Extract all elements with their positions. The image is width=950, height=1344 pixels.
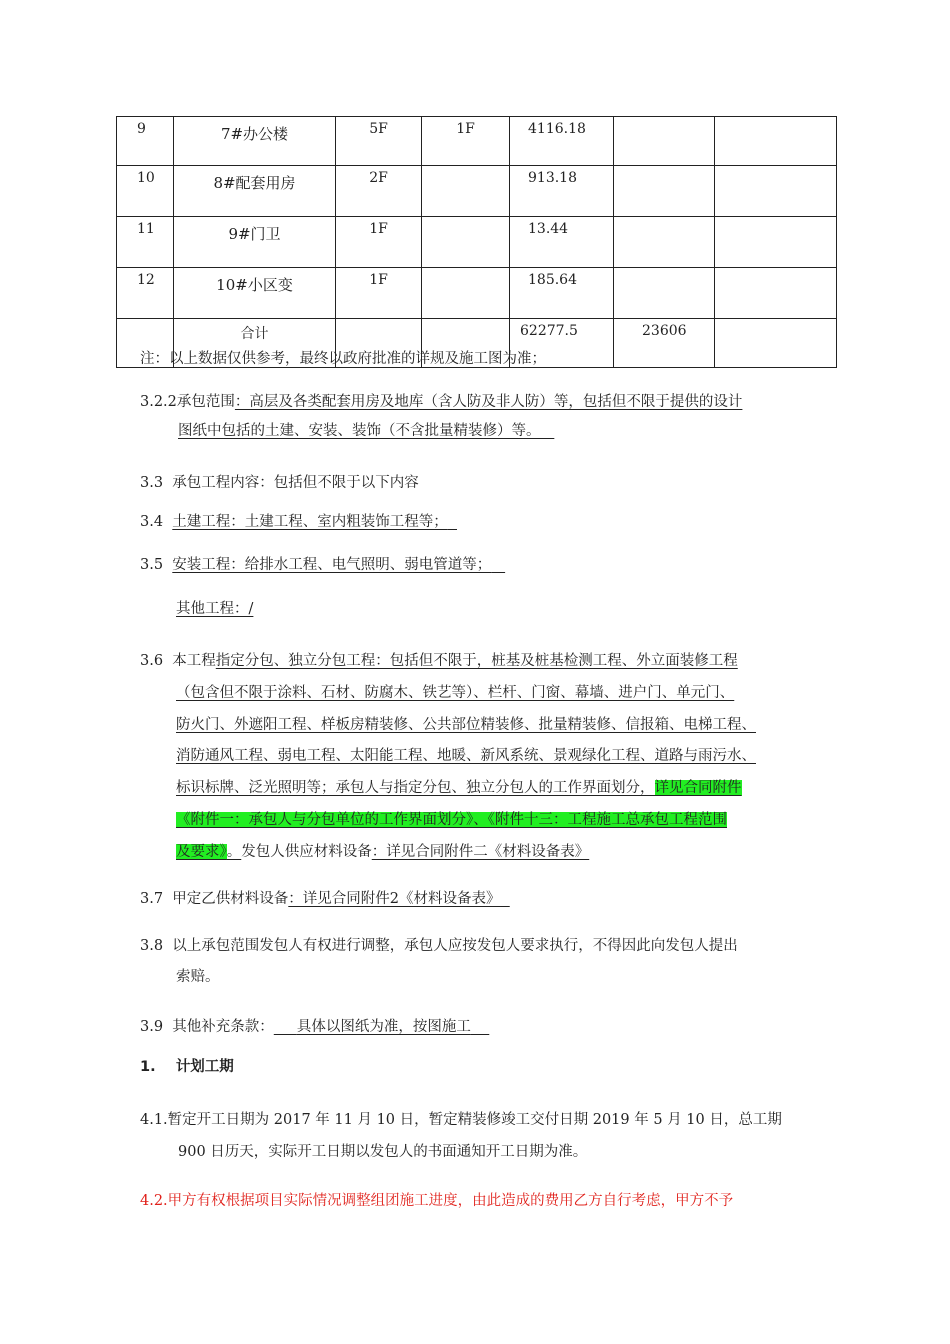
floors-below: 1F [422,117,510,166]
table-cell [715,268,837,319]
clause-text: 消防通风工程、弱电工程、太阳能工程、地暖、新风系统、景观绿化工程、道路与雨污水、 [176,748,756,764]
clause-text: 安装工程：给排水工程、电气照明、弱电管道等； [172,557,492,573]
clause-number: 3.6 [140,653,164,669]
clause-3-6-line4 [176,745,756,767]
floors-below [422,166,510,217]
floors-below [422,217,510,268]
highlighted-text: 《附件一：承包人与分包单位的工作界面划分》、《附件十三：工程施工总承包工程范围 [176,812,727,828]
clause-text: 其他工程：/ [176,601,254,617]
floors-above: 1F [336,217,422,268]
section-heading [140,1056,234,1078]
row-number: 10 [117,166,174,217]
clause-3-6-line1 [140,650,738,672]
clause-3-6-line6 [176,809,727,831]
table-cell [715,319,837,368]
clause-4-1-line2 [178,1141,587,1163]
building-area: 13.44 [510,217,614,268]
other-works [176,598,253,620]
building-name: 8#配套用房 [174,166,336,217]
clause-number: 3.9 [140,1019,164,1035]
building-name: 10#小区变 [174,268,336,319]
clause-text: 防火门、外遮阳工程、样板房精装修、公共部位精装修、批量精装修、信报箱、电梯工程、 [176,717,756,733]
clause-text: 土建工程：土建工程、室内粗装饰工程等； [172,514,448,530]
clause-3-4 [140,511,457,533]
table-cell [614,217,715,268]
total-value: 23606 [614,319,715,368]
table-row [117,166,837,217]
building-area: 4116.18 [510,117,614,166]
table-row [117,268,837,319]
clause-3-8-line2 [176,966,220,988]
clause-3-9 [140,1016,489,1038]
table-cell [614,117,715,166]
clause-text: ：高层及各类配套用房及地库（含人防及非人防）等，包括但不限于提供的设计 [234,394,743,410]
clause-number: 3.8 [140,938,164,954]
table-row [117,117,837,166]
clause-text: ：详见合同附件2《材料设备表》 [288,891,501,907]
clause-number: 3.2.2 [140,394,177,410]
clause-text: 承包工程内容：包括但不限于以下内容 [172,475,419,491]
row-number: 9 [117,117,174,166]
clause-text: 图纸中包括的土建、安装、装饰（不含批量精装修）等。 [178,423,541,439]
building-area: 185.64 [510,268,614,319]
table-note: 注：以上数据仅供参考，最终以政府批准的详规及施工图为准； [140,351,546,367]
clause-text: 指定分包、独立分包工程：包括但不限于，桩基及桩基检测工程、外立面装修工程 [215,653,738,669]
clause-4-1-line1 [140,1109,782,1131]
clause-text: 以上承包范围发包人有权进行调整，承包人应按发包人要求执行，不得因此向发包人提出 [172,938,738,954]
clause-text: （包含但不限于涂料、石材、防腐木、铁艺等）、栏杆、门窗、幕墙、进户门、单元门、 [176,685,735,701]
clause-number: 4.1. [140,1112,168,1128]
table-cell [715,166,837,217]
clause-text: 具体以图纸为准，按图施工 [296,1019,471,1035]
clause-number: 3.4 [140,514,164,530]
floors-above: 2F [336,166,422,217]
building-name: 9#门卫 [174,217,336,268]
clause-label: 其他补充条款： [172,1019,274,1035]
clause-3-6-line5 [176,777,742,799]
clause-text: 900 日历天，实际开工日期以发包人的书面通知开工日期为准。 [178,1144,588,1160]
heading-number: 1. [140,1059,156,1075]
clause-3-2-2-line1 [140,391,742,413]
clause-text: 甲方有权根据项目实际情况调整组团施工进度，由此造成的费用乙方自行考虑，甲方不予 [167,1193,734,1209]
clause-text: 索赔。 [176,969,220,985]
clause-4-2 [140,1190,733,1212]
clause-label: 发包人供应材料设备 [241,844,372,860]
clause-label: 承包范围 [176,394,235,410]
clause-text: 。 [226,844,242,860]
table-cell [715,117,837,166]
highlighted-text: 详见合同附件 [654,780,742,796]
clause-3-6-line2 [176,682,734,704]
clause-3-7 [140,888,510,910]
clause-number: 3.7 [140,891,164,907]
clause-number: 3.5 [140,557,164,573]
clause-label: 甲定乙供材料设备 [172,891,289,907]
table-cell [715,217,837,268]
building-name: 7#办公楼 [174,117,336,166]
floors-below [422,268,510,319]
row-number: 11 [117,217,174,268]
clause-text: 暂定开工日期为 2017 年 11 月 10 日，暂定精装修竣工交付日期 2019 年 5 月 10 日，总工期 [167,1112,782,1128]
clause-3-3 [140,472,419,494]
building-area: 913.18 [510,166,614,217]
clause-text: 本工程 [172,653,216,669]
clause-number: 3.3 [140,475,164,491]
row-number: 12 [117,268,174,319]
clause-3-6-line3 [176,714,756,736]
floors-above: 1F [336,268,422,319]
table-row [117,217,837,268]
building-table [116,116,837,368]
clause-3-8-line1 [140,935,738,957]
clause-3-6-line7 [176,841,589,863]
heading-text: 计划工期 [175,1059,234,1075]
clause-number: 4.2. [140,1193,168,1209]
clause-3-5 [140,554,505,576]
highlighted-text: 及要求》 [176,844,227,860]
table-cell [614,268,715,319]
clause-text: ：详见合同附件二《材料设备表》 [371,844,590,860]
clause-3-2-2-line2 [178,420,554,442]
total-label: 合计 [174,319,336,368]
clause-text: 标识标牌、泛光照明等；承包人与指定分包、独立分包人的工作界面划分， [176,780,655,796]
total-area: 62277.5 [510,319,614,368]
floors-above: 5F [336,117,422,166]
table-cell [614,166,715,217]
